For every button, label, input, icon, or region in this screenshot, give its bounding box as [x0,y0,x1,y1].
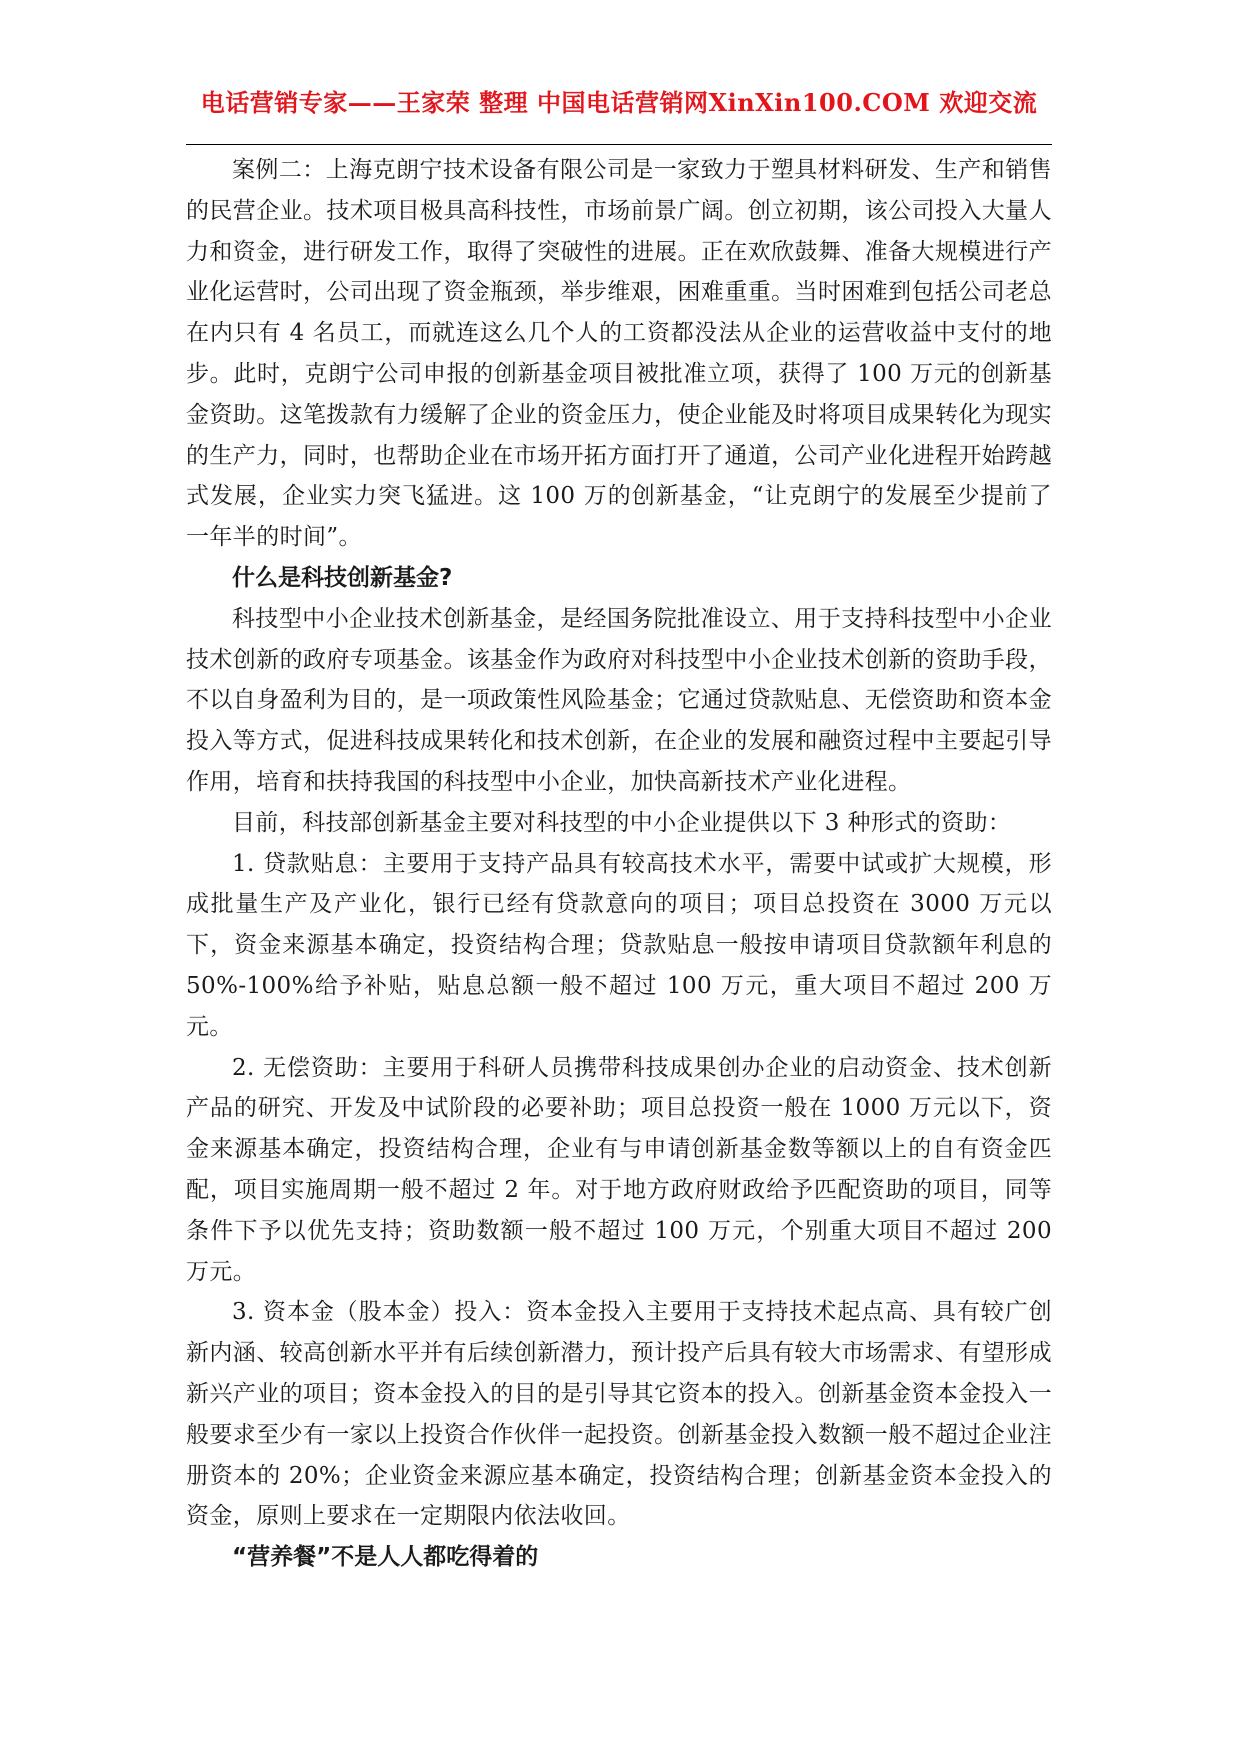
intro-paragraph: 目前，科技部创新基金主要对科技型的中小企业提供以下 3 种形式的资助： [232,809,1012,836]
document-body [186,150,1052,1578]
section-heading-what-is-fund: 什么是科技创新基金? [232,564,453,591]
section-heading-nutrition-meal: “营养餐”不是人人都吃得着的 [232,1544,539,1571]
header-divider [186,144,1052,145]
case-paragraph: 案例二：上海克朗宁技术设备有限公司是一家致力于塑具材料研发、生产和销售的民营企业。技术项目极具高科技性，市场前景广阔。创立初期，该公司投入大量人力和资金，进行研发工作，取得了突破性的进展。正在欢欣鼓舞、准备大规模进行产业化运营时，公司出现了资金瓶颈，举步维艰，困难重重。当时困难到包括公司老总在内只有 4 名员工，而就连这么几个人的工资都没法从企业的运营收益中支付的地步。此时，克朗宁公司申报的创新基金项目被批准立项，获得了 100 万元的创新基金资助。这笔拨款有力缓解了企业的资金压力，使企业能及时将项目成果转化为现实的生产力，同时，也帮助企业在市场开拓方面打开了通道，公司产业化进程开始跨越式发展，企业实力突飞猛进。这 100 万的创新基金，“让克朗宁的发展至少提前了一年半的时间”。 [186,157,1052,551]
list-item-loan-interest: 1. 贷款贴息：主要用于支持产品具有较高技术水平，需要中试或扩大规模，形成批量生产及产业化，银行已经有贷款意向的项目；项目总投资在 3000 万元以下，资金来源基本确定，投资结构合理；贷款贴息一般按申请项目贷款额年利息的 50%-100%给予补贴，贴息总额一般不超过 100 万元，重大项目不超过 200 万元。 [186,850,1052,1040]
page-header: 电话营销专家——王家荣 整理 中国电话营销网XinXin100.COM 欢迎交流 [200,88,1038,117]
list-item-capital-investment: 3. 资本金（股本金）投入：资本金投入主要用于支持技术起点高、具有较广创新内涵、较高创新水平并有后续创新潜力，预计投产后具有较大市场需求、有望形成新兴产业的项目；资本金投入的目的是引导其它资本的投入。创新基金资本金投入一般要求至少有一家以上投资合作伙伴一起投资。创新基金投入数额一般不超过企业注册资本的 20%；企业资金来源应基本确定，投资结构合理；创新基金资本金投入的资金，原则上要求在一定期限内依法收回。 [186,1299,1052,1530]
list-item-free-grant: 2. 无偿资助：主要用于科研人员携带科技成果创办企业的启动资金、技术创新产品的研究、开发及中试阶段的必要补助；项目总投资一般在 1000 万元以下，资金来源基本确定，投资结构合理，企业有与申请创新基金数等额以上的自有资金匹配，项目实施周期一般不超过 2 年。对于地方政府财政给予匹配资助的项目，同等条件下予以优先支持；资助数额一般不超过 100 万元，个别重大项目不超过 200 万元。 [186,1054,1052,1285]
definition-paragraph: 科技型中小企业技术创新基金，是经国务院批准设立、用于支持科技型中小企业技术创新的政府专项基金。该基金作为政府对科技型中小企业技术创新的资助手段，不以自身盈利为目的，是一项政策性风险基金；它通过贷款贴息、无偿资助和资本金投入等方式，促进科技成果转化和技术创新，在企业的发展和融资过程中主要起引导作用，培育和扶持我国的科技型中小企业，加快高新技术产业化进程。 [186,605,1052,795]
